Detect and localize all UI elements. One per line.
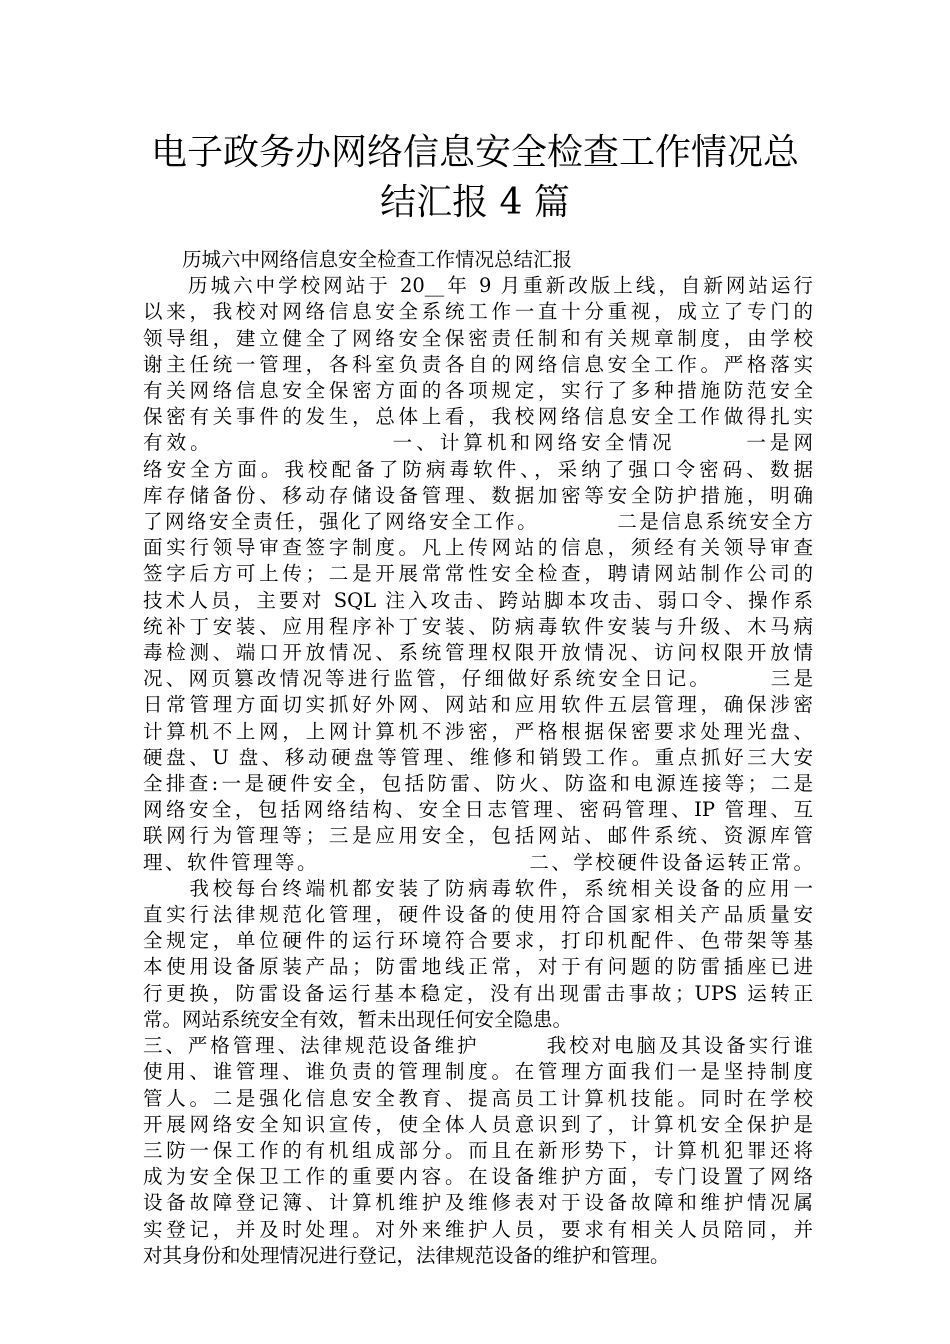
body-line: 况、网页篡改情况等进行监管，仔细做好系统安全日记。 三是 [143, 667, 813, 691]
body-line: 设备故障登记簿、计算机维护及维修表对于设备故障和维护情况属 [143, 1191, 813, 1215]
body-line: 毒检测、端口开放情况、系统管理权限开放情况、访问权限开放情 [143, 641, 813, 665]
body-line: 络安全方面。我校配备了防病毒软件、，采纳了强口令密码、数据 [143, 457, 813, 481]
title-line-2: 结汇报 4 篇 [380, 182, 570, 223]
body-line: 谢主任统一管理，各科室负责各自的网络信息安全工作。严格落实 [143, 352, 813, 376]
body-line: 成为安全保卫工作的重要内容。在设备维护方面，专门设置了网络 [143, 1165, 813, 1189]
body-line: 联网行为管理等；三是应用安全，包括网站、邮件系统、资源库管 [143, 824, 813, 848]
title-line-1: 电子政务办网络信息安全检查工作情况总 [150, 132, 799, 173]
body-line: 全排查:一是硬件安全，包括防雷、防火、防盗和电源连接等；二是 [143, 772, 813, 796]
body-line: 本使用设备原装产品；防雷地线正常，对于有问题的防雷插座已进 [143, 955, 813, 979]
body-line: 开展网络安全知识宣传，使全体人员意识到了，计算机安全保护是 [143, 1112, 813, 1136]
body-line: 对其身份和处理情况进行登记，法律规范设备的维护和管理。 [143, 1243, 670, 1267]
body-line: 领导组，建立健全了网络安全保密责任制和有关规章制度，由学校 [143, 326, 813, 350]
body-line: 三防一保工作的有机组成部分。而且在新形势下，计算机犯罪还将 [143, 1138, 813, 1162]
body-line: 库存储备份、移动存储设备管理、数据加密等安全防护措施，明确 [143, 483, 813, 507]
body-line: 实登记，并及时处理。对外来维护人员，要求有相关人员陪同，并 [143, 1217, 813, 1241]
body-line: 我校每台终端机都安装了防病毒软件，系统相关设备的应用一 [143, 876, 813, 900]
body-line: 日常管理方面切实抓好外网、网站和应用软件五层管理，确保涉密 [143, 693, 813, 717]
body-line: 技术人员，主要对 SQL 注入攻击、跨站脚本攻击、弱口令、操作系 [143, 588, 813, 612]
body-line: 全规定，单位硬件的运行环境符合要求，打印机配件、色带架等基 [143, 929, 813, 953]
body-line: 使用、谁管理、谁负责的管理制度。在管理方面我们一是坚持制度 [143, 1060, 813, 1084]
body-line: 有关网络信息安全保密方面的各项规定，实行了多种措施防范安全 [143, 379, 813, 403]
body-line: 统补丁安装、应用程序补丁安装、防病毒软件安装与升级、木马病 [143, 614, 813, 638]
body-line: 常。网站系统安全有效，暂未出现任何安全隐患。 [143, 1007, 573, 1031]
body-line: 三、严格管理、法律规范设备维护 我校对电脑及其设备实行谁 [143, 1034, 813, 1058]
body-line: 了网络安全责任，强化了网络安全工作。 二是信息系统安全方 [143, 510, 813, 534]
body-line: 计算机不上网，上网计算机不涉密，严格根据保密要求处理光盘、 [143, 719, 813, 743]
document-title [100, 128, 850, 228]
body-line: 硬盘、U 盘、移动硬盘等管理、维修和销毁工作。重点抓好三大安 [143, 745, 813, 769]
body-line: 行更换，防雷设备运行基本稳定，没有出现雷击事故；UPS 运转正 [143, 981, 813, 1005]
body-line: 以来，我校对网络信息安全系统工作一直十分重视，成立了专门的 [143, 300, 813, 324]
body-line: 保密有关事件的发生，总体上看，我校网络信息安全工作做得扎实 [143, 405, 813, 429]
body-line: 历城六中学校网站于 20__年 9 月重新改版上线，自新网站运行 [143, 274, 813, 298]
body-line: 网络安全，包括网络结构、安全日志管理、密码管理、IP 管理、互 [143, 798, 813, 822]
document-body [143, 247, 813, 1269]
body-line: 签字后方可上传；二是开展常常性安全检查，聘请网站制作公司的 [143, 562, 813, 586]
body-line: 管人。二是强化信息安全教育、提高员工计算机技能。同时在学校 [143, 1086, 813, 1110]
body-line: 面实行领导审查签字制度。凡上传网站的信息，须经有关领导审查 [143, 536, 813, 560]
body-line: 理、软件管理等。 二、学校硬件设备运转正常。 [143, 850, 813, 874]
body-line: 历城六中网络信息安全检查工作情况总结汇报 [143, 248, 573, 271]
body-line: 有效。 一、计算机和网络安全情况 一是网 [143, 431, 813, 455]
body-line: 直实行法律规范化管理，硬件设备的使用符合国家相关产品质量安 [143, 903, 813, 927]
